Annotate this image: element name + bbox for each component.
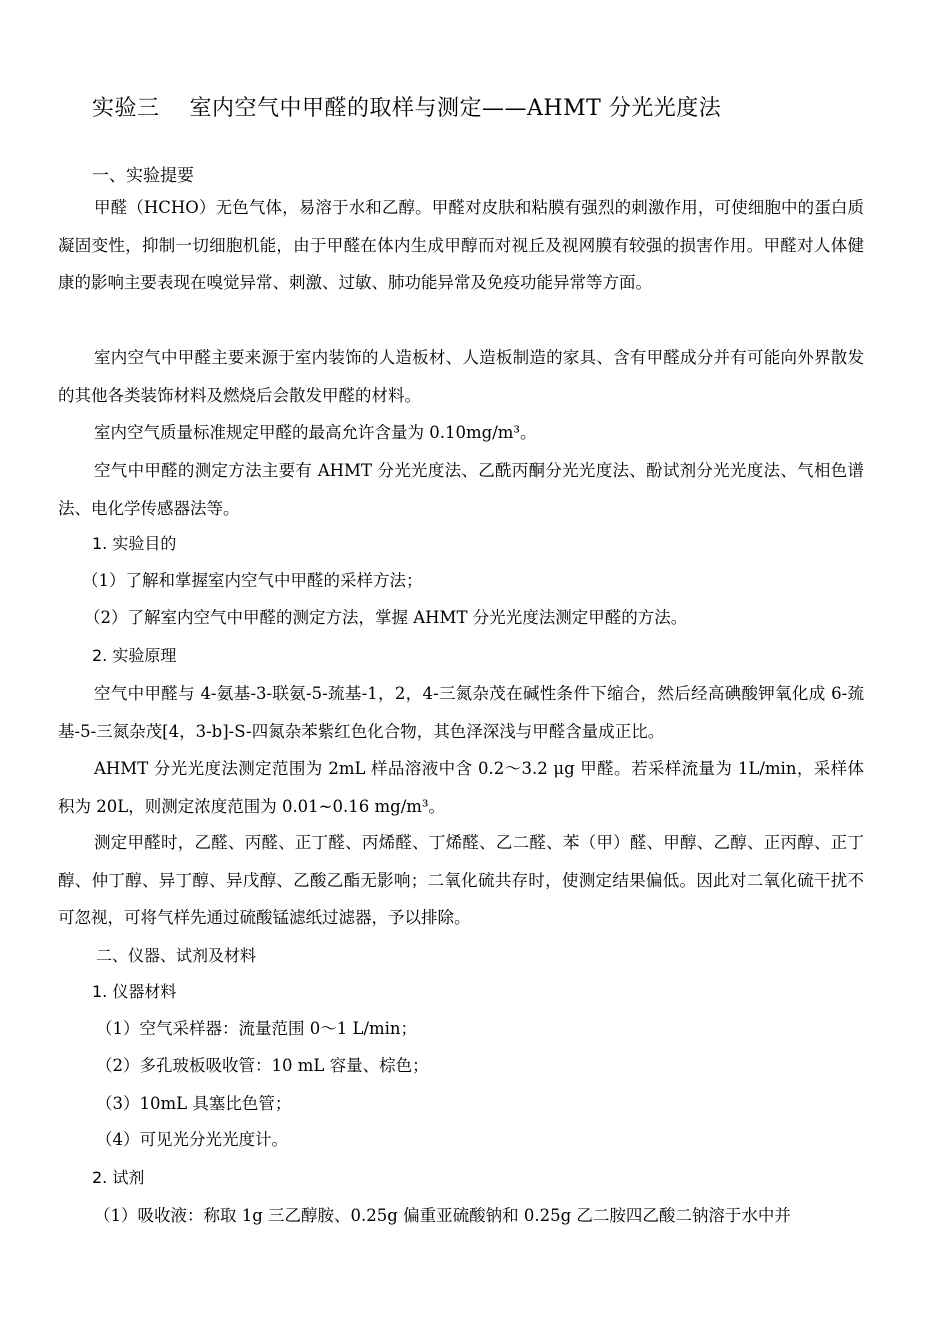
- instrument-item-1: （1）空气采样器：流量范围 0～1 L/min；: [96, 1019, 418, 1038]
- subsection-heading-reagents: 2. 试剂: [92, 1168, 145, 1187]
- page-title: [92, 92, 721, 126]
- reagent-item-1: （1）吸收液：称取 1g 三乙醇胺、0.25g 偏重亚硫酸钠和 0.25g 乙二胺四乙酸二钠溶于水中并: [94, 1206, 791, 1225]
- objective-item-1: （1）了解和掌握室内空气中甲醛的采样方法；: [82, 571, 423, 590]
- subsection-heading-principle: 2. 实验原理: [92, 646, 177, 665]
- paragraph-reaction-principle: 空气中甲醛与 4-氨基-3-联氨-5-巯基-1，2，4-三氮杂茂在碱性条件下缩合，然后经高碘酸钾氧化成 6-巯基-5-三氮杂茂[4，3-b]-S-四氮杂苯紫红色化合物，其色泽深浅与甲醛含量成正比。: [58, 684, 864, 741]
- paragraph-formaldehyde-intro: 甲醛（HCHO）无色气体，易溶于水和乙醇。甲醛对皮肤和粘膜有强烈的刺激作用，可使细胞中的蛋白质凝固变性，抑制一切细胞机能，由于甲醛在体内生成甲醇而对视丘及视网膜有较强的损害作用。甲醛对人体健康的影响主要表现在嗅觉异常、刺激、过敏、肺功能异常及免疫功能异常等方面。: [58, 198, 864, 292]
- section-heading-instruments: 二、仪器、试剂及材料: [96, 946, 257, 965]
- paragraph-measurement-methods: 空气中甲醛的测定方法主要有 AHMT 分光光度法、乙酰丙酮分光光度法、酚试剂分光光度法、气相色谱法、电化学传感器法等。: [58, 461, 864, 518]
- instrument-item-2: （2）多孔玻板吸收管：10 mL 容量、棕色；: [96, 1056, 429, 1075]
- paragraph-formaldehyde-sources: 室内空气中甲醛主要来源于室内装饰的人造板材、人造板制造的家具、含有甲醛成分并有可能向外界散发的其他各类装饰材料及燃烧后会散发甲醛的材料。: [58, 348, 864, 405]
- paragraph-measurement-range: AHMT 分光光度法测定范围为 2mL 样品溶液中含 0.2～3.2 μg 甲醛。若采样流量为 1L/min，采样体积为 20L，则测定浓度范围为 0.01~0.16 mg/m³。: [58, 759, 864, 816]
- paragraph-air-quality-standard: 室内空气质量标准规定甲醛的最高允许含量为 0.10mg/m³。: [94, 423, 537, 442]
- section-heading-summary: 一、实验提要: [92, 166, 194, 186]
- title-experiment-number: 实验三: [92, 96, 160, 121]
- paragraph-interference: 测定甲醛时，乙醛、丙醛、正丁醛、丙烯醛、丁烯醛、乙二醛、苯（甲）醛、甲醇、乙醇、正丙醇、正丁醇、仲丁醇、异丁醇、异戊醇、乙酸乙酯无影响；二氧化硫共存时，使测定结果偏低。因此对二氧化硫干扰不可忽视，可将气样先通过硫酸锰滤纸过滤器，予以排除。: [58, 833, 864, 927]
- subsection-heading-objectives: 1. 实验目的: [92, 534, 177, 553]
- subsection-heading-instrument-materials: 1. 仪器材料: [92, 982, 177, 1001]
- instrument-item-4: （4）可见光分光光度计。: [96, 1130, 288, 1149]
- title-text: 室内空气中甲醛的取样与测定——AHMT 分光光度法: [189, 96, 722, 121]
- objective-item-2: （2）了解室内空气中甲醛的测定方法，掌握 AHMT 分光光度法测定甲醛的方法。: [84, 608, 688, 627]
- instrument-item-3: （3）10mL 具塞比色管；: [96, 1094, 292, 1113]
